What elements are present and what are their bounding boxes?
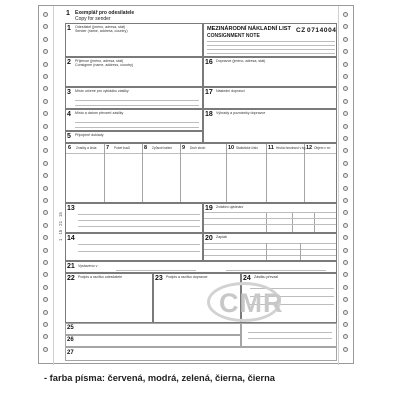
goods-column-number: 12 bbox=[306, 145, 313, 151]
carrier-reservations-label: Výhrady a poznámky dopravce bbox=[216, 111, 266, 115]
feed-hole bbox=[43, 173, 48, 178]
feed-hole bbox=[343, 297, 348, 302]
feed-hole bbox=[43, 186, 48, 191]
goods-column-header: Objem v m³ bbox=[314, 146, 331, 150]
feed-hole bbox=[43, 12, 48, 17]
sender-label-en: Sender (name, address, country) bbox=[75, 29, 128, 33]
feed-hole bbox=[43, 111, 48, 116]
cmr-form-sheet bbox=[38, 5, 354, 364]
goods-table bbox=[65, 143, 337, 203]
feed-hole bbox=[343, 148, 348, 153]
feed-hole bbox=[43, 74, 48, 79]
feed-hole bbox=[43, 86, 48, 91]
feed-hole bbox=[343, 347, 348, 352]
feed-hole bbox=[343, 173, 348, 178]
feed-hole bbox=[343, 248, 348, 253]
document-number: 0714004 bbox=[307, 27, 337, 34]
left-tractor-strip bbox=[39, 6, 54, 365]
feed-hole bbox=[343, 235, 348, 240]
feed-hole bbox=[343, 49, 348, 54]
copy-label-en: Copy for sender bbox=[75, 16, 111, 22]
remark-row-26[interactable]: 26 bbox=[65, 335, 241, 347]
feed-hole bbox=[43, 24, 48, 29]
goods-column-header: Značky a čísla bbox=[76, 146, 97, 150]
goods-column-header: Statistické číslo bbox=[236, 146, 258, 150]
special-agreements-label: Zvláštní ujednání bbox=[216, 205, 244, 209]
feed-hole bbox=[43, 49, 48, 54]
payment-instructions-box[interactable]: 14 bbox=[65, 233, 203, 261]
cmr-watermark-text: CMR bbox=[219, 288, 284, 318]
carrier-label: Dopravce (jméno, adresa, stát) bbox=[216, 59, 266, 63]
feed-hole bbox=[43, 334, 48, 339]
feed-hole bbox=[43, 223, 48, 228]
feed-hole bbox=[343, 285, 348, 290]
carrier-box[interactable]: 16 Dopravce (jméno, adresa, stát) bbox=[203, 57, 337, 87]
side-form-id: 1 · 15 · 21 · 15 bbox=[58, 212, 63, 241]
feed-hole bbox=[43, 136, 48, 141]
feed-hole bbox=[343, 334, 348, 339]
sender-instructions-box[interactable]: 13 bbox=[65, 203, 203, 233]
copy-number: 1 bbox=[66, 10, 70, 17]
feed-hole bbox=[43, 62, 48, 67]
footer-info-box bbox=[241, 323, 337, 347]
goods-received-label: Zásilku převzal bbox=[254, 275, 278, 279]
document-title: MEZINÁRODNÍ NÁKLADNÍ LIST bbox=[207, 26, 291, 32]
feed-hole bbox=[43, 148, 48, 153]
successive-carriers-box[interactable]: 17 Následní dopravci bbox=[203, 87, 337, 109]
documents-attached-label: Připojené doklady bbox=[75, 133, 104, 137]
feed-hole bbox=[43, 235, 48, 240]
ink-color-caption: - farba písma: červená, modrá, zelená, čierna, čierna bbox=[44, 373, 275, 383]
goods-column-header: Druh zboží bbox=[190, 146, 206, 150]
feed-hole bbox=[343, 161, 348, 166]
established-in-box[interactable]: 21 Vystaveno v bbox=[65, 261, 337, 273]
goods-column-number: 7 bbox=[106, 145, 110, 151]
sender-signature-label: Podpis a razítko odesílatele bbox=[78, 275, 123, 279]
to-be-paid-box[interactable]: 20 Zaplatí bbox=[203, 233, 337, 261]
feed-hole bbox=[343, 260, 348, 265]
goods-column-number: 6 bbox=[68, 145, 72, 151]
special-agreements-box[interactable]: 19 Zvláštní ujednání bbox=[203, 203, 337, 233]
delivery-place-label: Místo určené pro vykládku zásilky bbox=[75, 89, 129, 93]
feed-hole bbox=[43, 285, 48, 290]
goods-column-number: 10 bbox=[228, 145, 235, 151]
successive-carriers-label: Následní dopravci bbox=[216, 89, 245, 93]
feed-hole bbox=[43, 37, 48, 42]
feed-hole bbox=[43, 124, 48, 129]
feed-hole bbox=[43, 272, 48, 277]
consignee-box[interactable]: 2 Příjemce (jméno, adresa, stát) Consignee (name, address, country) bbox=[65, 57, 203, 87]
feed-hole bbox=[343, 37, 348, 42]
feed-hole bbox=[343, 223, 348, 228]
goods-column-number: 11 bbox=[268, 145, 274, 151]
feed-hole bbox=[343, 124, 348, 129]
feed-hole bbox=[43, 161, 48, 166]
copy-label-cs: Exemplář pro odesilatele bbox=[75, 10, 135, 16]
sender-label: Odesílatel (jméno, adresa, stát) bbox=[75, 25, 126, 29]
carrier-signature-label: Podpis a razítko dopravce bbox=[166, 275, 208, 279]
remark-row-25[interactable]: 25 bbox=[65, 323, 241, 335]
feed-hole bbox=[343, 210, 348, 215]
feed-hole bbox=[43, 260, 48, 265]
feed-hole bbox=[43, 99, 48, 104]
feed-hole bbox=[43, 322, 48, 327]
carrier-reservations-box[interactable]: 18 Výhrady a poznámky dopravce bbox=[203, 109, 337, 143]
to-be-paid-label: Zaplatí bbox=[216, 235, 227, 239]
goods-column-header: Hrubá hmotnost v kg bbox=[276, 146, 306, 150]
document-subtitle: CONSIGNMENT NOTE bbox=[207, 33, 260, 39]
feed-hole bbox=[343, 12, 348, 17]
remark-row-27[interactable]: 27 bbox=[65, 347, 337, 361]
feed-hole bbox=[43, 297, 48, 302]
feed-hole bbox=[343, 186, 348, 191]
carrier-signature-box[interactable]: 23 Podpis a razítko dopravce bbox=[153, 273, 241, 323]
feed-hole bbox=[343, 310, 348, 315]
cmr-form bbox=[57, 9, 337, 362]
feed-hole bbox=[343, 24, 348, 29]
feed-hole bbox=[43, 248, 48, 253]
feed-hole bbox=[43, 310, 48, 315]
goods-column-number: 9 bbox=[182, 145, 186, 151]
documents-attached-box[interactable]: 5 Připojené doklady bbox=[65, 131, 203, 143]
sender-box[interactable]: 1 Odesílatel (jméno, adresa, stát) Sender (name, address, country) bbox=[65, 23, 203, 57]
right-tractor-strip bbox=[338, 6, 353, 365]
taking-over-label: Místo a datum převzetí zásilky bbox=[75, 111, 124, 115]
goods-column-header: Počet kusů bbox=[114, 146, 130, 150]
feed-hole bbox=[343, 322, 348, 327]
established-in-label: Vystaveno v bbox=[78, 264, 98, 268]
consignee-label-en: Consignee (name, address, country) bbox=[75, 63, 134, 67]
taking-over-box[interactable]: 4 Místo a datum převzetí zásilky bbox=[65, 109, 203, 131]
delivery-place-box[interactable]: 3 Místo určené pro vykládku zásilky bbox=[65, 87, 203, 109]
goods-column-header: Způsob balení bbox=[152, 146, 173, 150]
feed-hole bbox=[343, 74, 348, 79]
feed-hole bbox=[343, 99, 348, 104]
feed-hole bbox=[43, 347, 48, 352]
document-title-box bbox=[203, 23, 337, 57]
feed-hole bbox=[343, 111, 348, 116]
feed-hole bbox=[43, 210, 48, 215]
consignee-label: Příjemce (jméno, adresa, stát) bbox=[75, 59, 124, 63]
feed-hole bbox=[343, 86, 348, 91]
document-prefix: CZ bbox=[296, 27, 306, 34]
feed-hole bbox=[343, 136, 348, 141]
goods-received-box[interactable]: 24 Zásilku převzal bbox=[241, 273, 337, 323]
feed-hole bbox=[343, 62, 348, 67]
goods-column-number: 8 bbox=[144, 145, 148, 151]
feed-hole bbox=[343, 198, 348, 203]
feed-hole bbox=[43, 198, 48, 203]
feed-hole bbox=[343, 272, 348, 277]
sender-signature-box[interactable]: 22 Podpis a razítko odesílatele bbox=[65, 273, 153, 323]
